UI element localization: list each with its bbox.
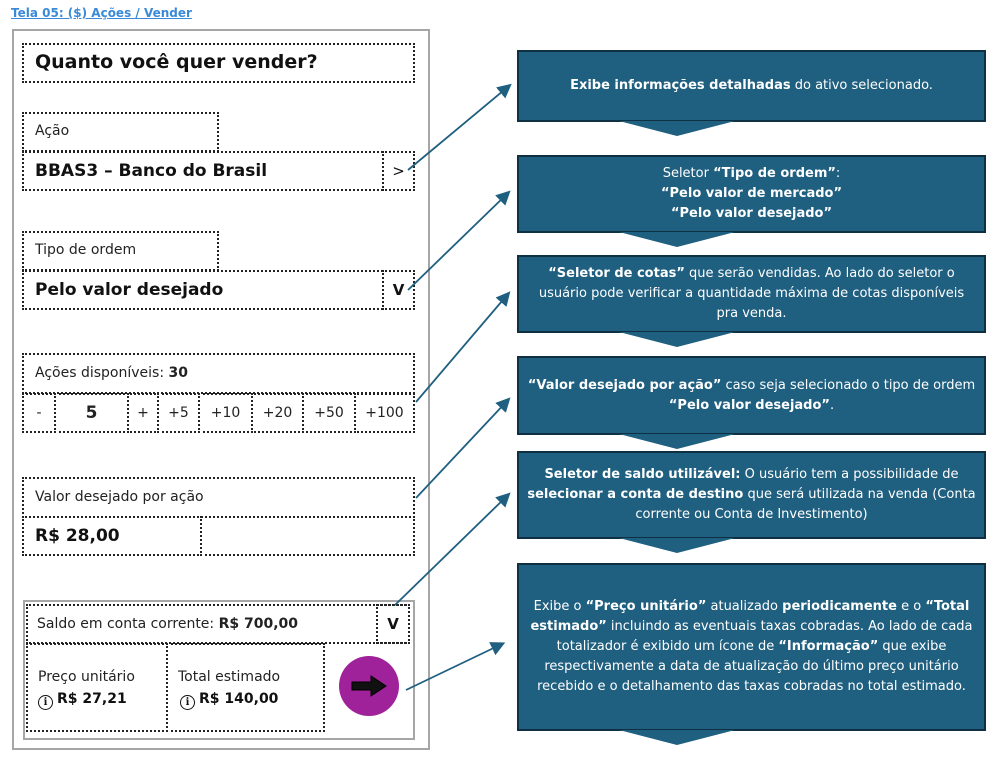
callout-emphasis: periodicamente [782,599,897,614]
callout-pointer [619,121,735,136]
acao-details-button[interactable] [382,151,415,191]
tipo-ordem-label: Tipo de ordem [35,242,137,258]
callout-emphasis: “Tipo de ordem” [713,166,836,181]
acao-selector[interactable] [22,151,415,191]
callout-seletor-cotas [517,255,986,333]
valor-desejado-label-box [22,477,415,518]
preco-unitario-box [26,643,168,732]
quick-add-100-button[interactable] [354,393,415,433]
quick-add-50-button[interactable] [302,393,356,433]
callout-text [527,164,976,224]
callout-tipo-ordem [517,155,986,233]
callout-segment: e o [896,599,926,614]
callout-text [527,376,976,416]
callout-emphasis: “Pelo valor de mercado” [660,186,843,201]
saldo-label: Saldo em conta corrente: [37,616,215,632]
valor-desejado-label: Valor desejado por ação [35,489,204,505]
acoes-disponiveis-text [35,365,188,381]
callout-segment: que exibe respectivamente a data de atualização do último preço unitário recebido e o detalhamento das taxas cobradas no total estimado. [537,639,966,694]
quick-add-20-button[interactable] [251,393,304,433]
screen-title-link[interactable]: Tela 05: ($) Ações / Vender [11,6,192,20]
acoes-disponiveis-count: 30 [168,365,188,381]
callout-valor-desejado [517,356,986,435]
callout-segment: Exibe o [533,599,586,614]
plus-icon: + [137,405,149,421]
callout-text [527,76,976,96]
total-estimado-value: R$ 140,00 [199,691,279,707]
callout-segment: . [829,397,835,413]
total-estimado-label: Total estimado [178,669,281,685]
acao-value: BBAS3 – Banco do Brasil [35,161,268,181]
tipo-ordem-selector[interactable] [22,270,415,310]
callout-emphasis: “Seletor de cotas” [548,266,685,281]
callout-segment: caso seja selecionado o tipo de ordem [721,377,976,393]
callout-segment: que será utilizada na venda (Conta corrente ou Conta de Investimento) [635,487,976,522]
total-estimado-row [180,691,278,710]
stepper-value-input[interactable] [54,393,129,433]
next-button[interactable] [339,656,399,716]
callout-segment: incluindo as eventuais taxas cobradas. Ao lado de cada totalizador é exibido um ícone de [556,619,973,654]
callout-segment: do ativo selecionado. [790,78,933,93]
callout-segment: que serão vendidas. Ao lado do seletor o usuário pode verificar a quantidade máxima de cotas disponíveis pra venda. [538,266,965,321]
quick-add-label: +100 [365,405,404,421]
chevron-down-icon: V [387,615,399,633]
saldo-text [37,616,298,632]
stepper-plus-button[interactable] [127,393,159,433]
tipo-ordem-dropdown-button[interactable] [382,270,415,310]
saldo-selector[interactable] [26,604,410,644]
quick-add-10-button[interactable] [198,393,253,433]
callout-emphasis: “Pelo valor desejado” [668,397,830,413]
callout-segment: atualizado [706,599,783,614]
valor-desejado-empty-cell [200,516,415,556]
acao-label-box [22,112,219,152]
tipo-ordem-value: Pelo valor desejado [35,280,224,300]
callout-emphasis: “Informação” [778,639,879,654]
quick-add-label: +5 [168,405,189,421]
callout-text [527,264,976,324]
callout-emphasis: Exibe informações detalhadas [570,78,791,93]
tipo-ordem-label-box [22,231,219,271]
quick-add-5-button[interactable] [157,393,200,433]
saldo-value: R$ 700,00 [218,616,299,632]
page-heading: Quanto você quer vender? [35,51,318,73]
quick-add-label: +50 [314,405,344,421]
acoes-disponiveis-box [22,353,415,394]
acao-label: Ação [35,123,70,139]
chevron-down-icon: V [392,281,405,299]
callout-segment: O usuário tem a possibilidade de [740,467,959,482]
chevron-right-icon: > [392,162,405,180]
preco-unitario-label: Preço unitário [38,669,135,685]
callout-emphasis: “Valor desejado por ação” [527,377,722,393]
quick-add-label: +20 [262,405,293,421]
acoes-disponiveis-label: Ações disponíveis: [35,365,165,381]
callout-saldo [517,451,986,539]
callout-emphasis: Seletor de saldo utilizável: [544,467,741,482]
heading-box [22,43,415,83]
info-icon[interactable]: i [180,695,195,710]
valor-desejado-input[interactable] [22,516,202,556]
callout-pointer [619,332,735,347]
callout-segment: Seletor [662,166,714,181]
total-estimado-box [166,643,325,732]
preco-unitario-row [38,691,127,710]
callout-emphasis: selecionar a conta de destino [527,487,744,502]
callout-pointer [619,434,735,449]
minus-icon: - [36,405,42,421]
arrow-right-icon [351,674,387,698]
callout-emphasis: “Preço unitário” [585,599,707,614]
callout-totais [517,563,986,731]
callout-text [527,597,976,697]
valor-desejado-value: R$ 28,00 [35,526,120,546]
callout-pointer [619,232,735,247]
callout-pointer [619,730,735,745]
info-icon[interactable]: i [38,695,53,710]
quick-add-label: +10 [210,405,241,421]
callout-pointer [619,538,735,553]
callout-emphasis: “Total estimado” [530,599,970,634]
callout-text [527,465,976,525]
callout-emphasis: “Pelo valor desejado” [670,206,833,221]
stepper-value: 5 [85,403,98,423]
callout-acao-details [517,50,986,122]
callout-segment: : [835,166,841,181]
preco-unitario-value: R$ 27,21 [57,691,127,707]
saldo-dropdown-button[interactable] [376,604,410,644]
stepper-minus-button[interactable] [22,393,56,433]
